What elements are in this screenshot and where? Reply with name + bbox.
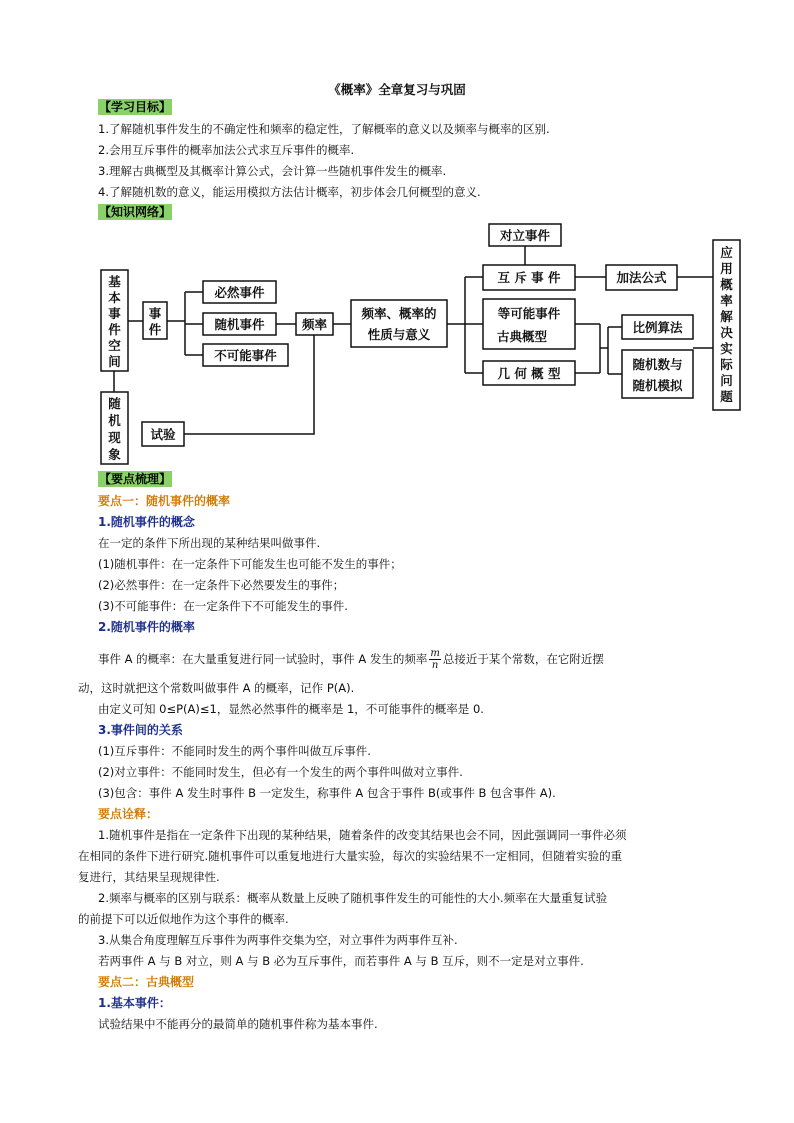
event-ch: 件 — [148, 322, 162, 337]
text-line: 动，这时就把这个常数叫做事件 A 的概率，记作 P(A). — [78, 681, 355, 695]
random-phen-ch: 现 — [108, 430, 121, 445]
text-line: 若两事件 A 与 B 对立，则 A 与 B 必为互斥事件，而若事件 A 与 B 互斥，则不一定是对立事件. — [98, 954, 584, 968]
section-summary: 【要点梳理】 — [99, 472, 172, 486]
text-line: (3)不可能事件：在一定条件下不可能发生的事件. — [98, 599, 348, 613]
equal-label-1: 等可能事件 — [497, 306, 561, 321]
apply-ch: 题 — [720, 389, 733, 404]
add-formula-label: 加法公式 — [616, 270, 667, 285]
section-goals: 【学习目标】 — [99, 100, 172, 114]
apply-ch: 问 — [720, 373, 733, 388]
random-phen-ch: 随 — [108, 396, 121, 411]
mutex-label: 互 斥 事 件 — [497, 270, 561, 285]
text-line: (2)对立事件：不能同时发生，但必有一个发生的两个事件叫做对立事件. — [98, 765, 463, 779]
trial-label: 试验 — [150, 427, 176, 442]
certain-label: 必然事件 — [214, 285, 265, 300]
text-line: (1)随机事件：在一定条件下可能发生也可能不发生的事件； — [98, 557, 402, 571]
random-phen-ch: 机 — [108, 413, 121, 428]
freq-prob-label-1: 频率、概率的 — [361, 306, 437, 321]
basic-space-ch: 间 — [108, 354, 121, 369]
page-title: 《概率》全章复习与巩固 — [328, 82, 466, 97]
basic-space-ch: 基 — [108, 274, 121, 289]
keypoint-2-title: 要点二：古典概型 — [98, 975, 195, 989]
basic-space-ch: 事 — [108, 306, 121, 321]
apply-ch: 际 — [720, 357, 733, 372]
goal-line: 3.理解古典概型及其概率计算公式，会计算一些随机事件发生的概率. — [98, 164, 447, 178]
random-num-label-2: 随机模拟 — [632, 378, 683, 393]
text-line: 试验结果中不能再分的最简单的随机事件称为基本事件. — [98, 1017, 378, 1031]
fraction-numerator: m — [430, 648, 440, 659]
apply-ch: 实 — [720, 341, 733, 356]
apply-ch: 解 — [720, 309, 733, 324]
text-segment: 总接近于某个常数，在它附近摆 — [442, 652, 604, 666]
text-line: 由定义可知 0≤P(A)≤1，显然必然事件的概率是 1，不可能事件的概率是 0. — [98, 702, 484, 716]
event-ch: 事 — [148, 306, 162, 321]
text-line: (3)包含：事件 A 发生时事件 B 一定发生，称事件 A 包含于事件 B(或事件 B 包含事件 A). — [98, 786, 556, 800]
text-line: 的前提下可以近似地作为这个事件的概率. — [78, 912, 289, 926]
goal-line: 2.会用互斥事件的概率加法公式求互斥事件的概率. — [98, 143, 355, 157]
subsection-title: 1.随机事件的概念 — [98, 515, 195, 529]
text-line: (1)互斥事件：不能同时发生的两个事件叫做互斥事件. — [98, 744, 371, 758]
text-line: 在相同的条件下进行研究.随机事件可以重复地进行大量实验，每次的实验结果不一定相同，但随着实验的重 — [78, 849, 623, 863]
note-title: 要点诠释： — [98, 807, 159, 821]
subsection-title: 1.基本事件： — [98, 996, 171, 1010]
keypoint-1-title: 要点一：随机事件的概率 — [98, 494, 231, 508]
impossible-label: 不可能事件 — [214, 348, 277, 363]
apply-ch: 概 — [720, 277, 733, 292]
goal-line: 4.了解随机数的意义，能运用模拟方法估计概率，初步体会几何概型的意义. — [98, 185, 481, 199]
freq-prob-label-2: 性质与意义 — [367, 327, 431, 342]
random-phen-ch: 象 — [108, 447, 121, 462]
random-num-label-1: 随机数与 — [632, 357, 683, 372]
ratio-label: 比例算法 — [632, 320, 683, 335]
apply-ch: 应 — [720, 245, 733, 260]
text-line: 在一定的条件下所出现的某种结果叫做事件. — [98, 536, 321, 550]
apply-ch: 决 — [720, 325, 733, 340]
fraction-m-n — [429, 648, 440, 671]
text-line: 复进行，其结果呈现规律性. — [78, 870, 220, 884]
geometric-label: 几 何 概 型 — [497, 366, 561, 381]
text-line: (2)必然事件：在一定条件下必然要发生的事件； — [98, 578, 345, 592]
random-event-label: 随机事件 — [214, 317, 265, 332]
frequency-label: 频率 — [301, 317, 328, 332]
text-line: 2.频率与概率的区别与联系：概率从数量上反映了随机事件发生的可能性的大小.频率在大量重复试验 — [98, 891, 608, 905]
equal-label-2: 古典概型 — [496, 329, 548, 344]
basic-space-ch: 本 — [108, 290, 121, 305]
text-line — [98, 648, 604, 671]
text-line: 1.随机事件是指在一定条件下出现的某种结果，随着条件的改变其结果也会不同，因此强调同一事件必须 — [98, 828, 627, 842]
text-line: 3.从集合角度理解互斥事件为两事件交集为空，对立事件为两事件互补. — [98, 933, 458, 947]
knowledge-diagram — [0, 0, 794, 480]
text-segment: 事件 A 的概率：在大量重复进行同一试验时，事件 A 发生的频率 — [98, 652, 428, 666]
goal-line: 1.了解随机事件发生的不确定性和频率的稳定性，了解概率的意义以及频率与概率的区别. — [98, 122, 550, 136]
fraction-denominator: n — [431, 660, 439, 671]
basic-space-ch: 件 — [108, 322, 121, 337]
apply-ch: 率 — [720, 293, 733, 308]
subsection-title: 2.随机事件的概率 — [98, 620, 195, 634]
basic-space-ch: 空 — [108, 338, 121, 353]
complement-label: 对立事件 — [499, 228, 551, 243]
apply-ch: 用 — [720, 261, 733, 276]
section-network: 【知识网络】 — [99, 205, 172, 219]
subsection-title: 3.事件间的关系 — [98, 723, 183, 737]
